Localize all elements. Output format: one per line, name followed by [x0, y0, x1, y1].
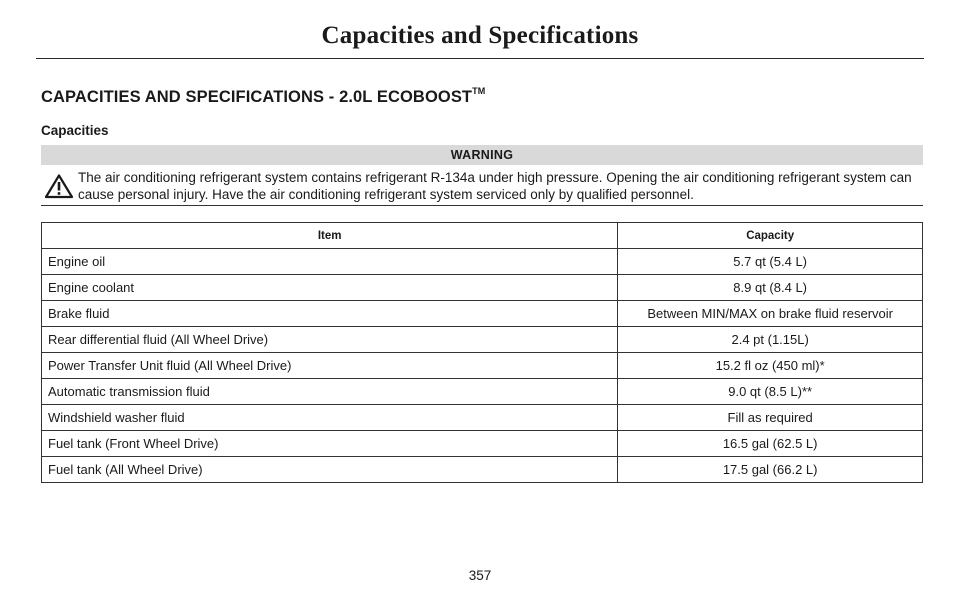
capacities-subheading: Capacities	[41, 123, 109, 138]
warning-body	[41, 165, 923, 206]
capacity-cell: Fill as required	[618, 405, 923, 431]
table-header-row	[42, 223, 923, 249]
trademark-mark: TM	[472, 86, 486, 96]
table-row	[42, 301, 923, 327]
table-row	[42, 457, 923, 483]
table-row	[42, 405, 923, 431]
item-cell: Fuel tank (Front Wheel Drive)	[42, 431, 618, 457]
capacity-cell: 15.2 fl oz (450 ml)*	[618, 353, 923, 379]
item-cell: Power Transfer Unit fluid (All Wheel Drive)	[42, 353, 618, 379]
warning-label: WARNING	[41, 145, 923, 165]
item-column-header: Item	[42, 223, 618, 249]
warning-triangle-icon	[44, 173, 74, 199]
table-row	[42, 379, 923, 405]
item-cell: Engine coolant	[42, 275, 618, 301]
warning-divider	[41, 205, 923, 206]
page-header-title: Capacities and Specifications	[321, 22, 639, 49]
table-row	[42, 275, 923, 301]
table-row	[42, 327, 923, 353]
capacity-cell: Between MIN/MAX on brake fluid reservoir	[618, 301, 923, 327]
section-title-text: CAPACITIES AND SPECIFICATIONS - 2.0L ECOBOOST	[41, 88, 473, 106]
capacity-cell: 2.4 pt (1.15L)	[618, 327, 923, 353]
capacity-cell: 16.5 gal (62.5 L)	[618, 431, 923, 457]
capacity-cell: 17.5 gal (66.2 L)	[618, 457, 923, 483]
warning-box	[41, 145, 923, 206]
capacity-cell: 5.7 qt (5.4 L)	[618, 249, 923, 275]
table-row	[42, 249, 923, 275]
table-row	[42, 353, 923, 379]
item-cell: Brake fluid	[42, 301, 618, 327]
warning-text: The air conditioning refrigerant system contains refrigerant R-134a under high pressure. Opening the air conditioning refrigerant system can cause personal injury. Have the air conditioning refrigerant system serviced only by qualified personnel.	[78, 170, 912, 202]
page-number: 357	[468, 568, 492, 583]
item-cell: Fuel tank (All Wheel Drive)	[42, 457, 618, 483]
capacity-column-header: Capacity	[618, 223, 923, 249]
item-cell: Rear differential fluid (All Wheel Drive)	[42, 327, 618, 353]
section-title	[41, 88, 485, 107]
capacities-table	[41, 222, 923, 483]
capacity-cell: 9.0 qt (8.5 L)**	[618, 379, 923, 405]
capacity-cell: 8.9 qt (8.4 L)	[618, 275, 923, 301]
item-cell: Engine oil	[42, 249, 618, 275]
item-cell: Automatic transmission fluid	[42, 379, 618, 405]
table-row	[42, 431, 923, 457]
item-cell: Windshield washer fluid	[42, 405, 618, 431]
header-divider	[36, 58, 924, 59]
